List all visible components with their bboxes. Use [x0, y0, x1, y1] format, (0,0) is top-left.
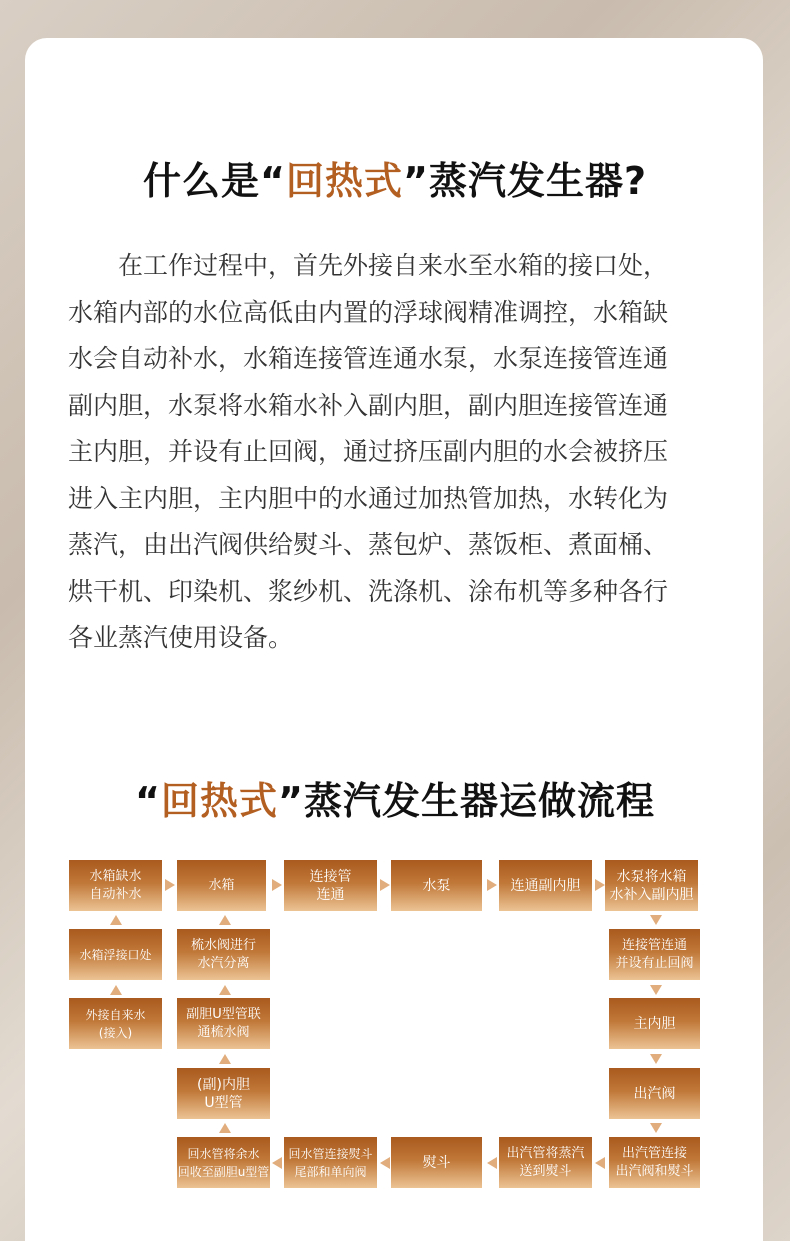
- flow-node-main-tank: 主内胆: [609, 998, 700, 1049]
- flow-node-return-water-recycle: 回水管将余水 回收至副胆u型管: [177, 1137, 270, 1188]
- flow-node-connecting-pipe: 连接管 连通: [284, 860, 377, 911]
- paragraph-line: 蒸汽，由出汽阀供给熨斗、蒸包炉、蒸饭柜、煮面桶、: [68, 530, 669, 559]
- flow-node-steam-valve: 出汽阀: [609, 1068, 700, 1119]
- flow-node-external-water: 外接自来水 (接入): [69, 998, 162, 1049]
- flow-node-connect-sub-tank: 连通副内胆: [499, 860, 592, 911]
- description-paragraph: [68, 243, 720, 662]
- flow-node-check-valve: 连接管连通 并设有止回阀: [609, 929, 700, 980]
- arrow-down: [650, 1123, 662, 1133]
- arrow-left: [380, 1157, 390, 1169]
- paragraph-line: 水会自动补水，水箱连接管连通水泵，水泵连接管连通: [68, 344, 669, 373]
- arrow-up: [219, 985, 231, 995]
- flow-node-float-inlet: 水箱浮接口处: [69, 929, 162, 980]
- arrow-left: [487, 1157, 497, 1169]
- arrow-down: [650, 915, 662, 925]
- flow-node-u-pipe-connect: 副胆U型管联 通梳水阀: [177, 998, 270, 1049]
- arrow-right: [595, 879, 605, 891]
- arrow-left: [272, 1157, 282, 1169]
- arrow-right: [165, 879, 175, 891]
- paragraph-line: 烘干机、印染机、浆纱机、洗涤机、涂布机等多种各行: [68, 576, 669, 606]
- flow-node-water-tank-refill: 水箱缺水 自动补水: [69, 860, 162, 911]
- flow-node-sub-tank-u-pipe: (副)内胆 U型管: [177, 1068, 270, 1119]
- arrow-up: [110, 915, 122, 925]
- flow-node-water-tank: 水箱: [177, 860, 266, 911]
- title-suffix: ”蒸汽发生器?: [402, 159, 648, 203]
- arrow-up: [219, 915, 231, 925]
- flow-node-separation-valve: 梳水阀进行 水汽分离: [177, 929, 270, 980]
- arrow-down: [650, 1054, 662, 1064]
- arrow-up: [219, 1123, 231, 1133]
- arrow-down: [650, 985, 662, 995]
- paragraph-line: 在工作过程中，首先外接自来水至水箱的接口处，: [68, 251, 669, 280]
- paragraph-line: 各业蒸汽使用设备。: [68, 623, 294, 652]
- section-title-process: [0, 770, 790, 825]
- arrow-right: [380, 879, 390, 891]
- arrow-up: [110, 985, 122, 995]
- flow-node-pump-fill-sub-tank: 水泵将水箱 水补入副内胆: [605, 860, 698, 911]
- arrow-up: [219, 1054, 231, 1064]
- flow-node-water-pump: 水泵: [391, 860, 482, 911]
- paragraph-line: 水箱内部的水位高低由内置的浮球阀精准调控，水箱缺: [68, 297, 669, 327]
- flow-node-iron: 熨斗: [391, 1137, 482, 1188]
- flow-node-return-pipe-iron: 回水管连接熨斗 尾部和单向阀: [284, 1137, 377, 1188]
- title-prefix: “: [135, 779, 161, 823]
- arrow-left: [595, 1157, 605, 1169]
- section-title-what-is: [0, 150, 790, 205]
- title-suffix: ”蒸汽发生器运做流程: [278, 779, 655, 823]
- paragraph-line: 副内胆，水泵将水箱水补入副内胆，副内胆连接管连通: [68, 390, 669, 420]
- title-accent: 回热式: [160, 779, 278, 823]
- title-accent: 回热式: [285, 159, 403, 203]
- flow-node-steam-to-iron: 出汽管将蒸汽 送到熨斗: [499, 1137, 592, 1188]
- title-prefix: 什么是“: [142, 159, 286, 203]
- flow-node-steam-pipe-connect: 出汽管连接 出汽阀和熨斗: [609, 1137, 700, 1188]
- paragraph-line: 进入主内胆，主内胆中的水通过加热管加热，水转化为: [68, 483, 669, 513]
- arrow-right: [487, 879, 497, 891]
- paragraph-line: 主内胆，并设有止回阀，通过挤压副内胆的水会被挤压: [68, 437, 669, 466]
- arrow-right: [272, 879, 282, 891]
